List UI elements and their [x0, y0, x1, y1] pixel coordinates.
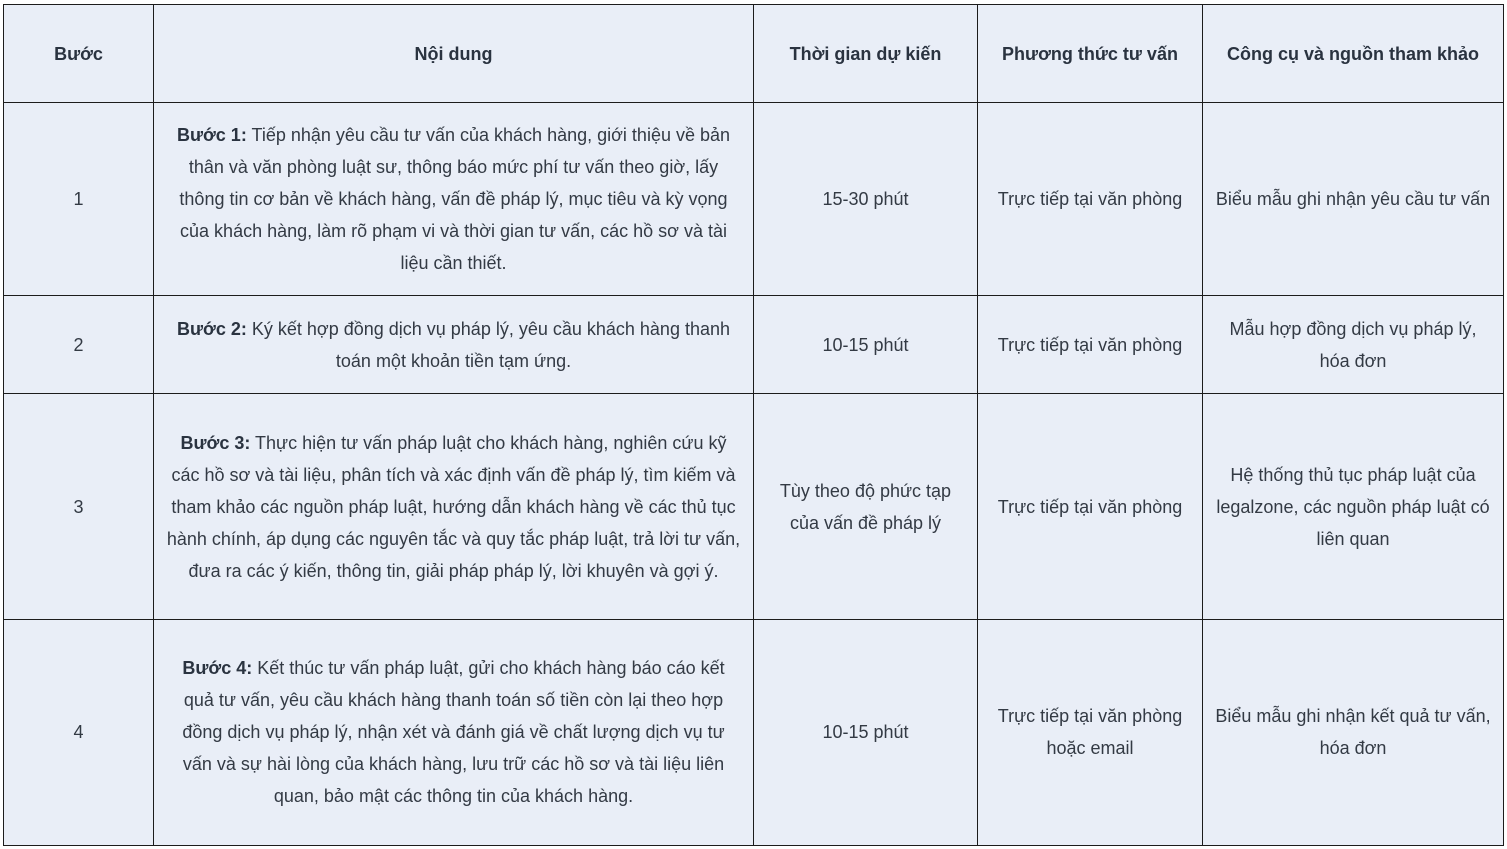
table-row — [4, 619, 1504, 845]
step-number: 3 — [4, 394, 154, 619]
step-duration: Tùy theo độ phức tạp của vấn đề pháp lý — [754, 394, 978, 619]
step-title: Bước 3: — [180, 432, 251, 453]
step-number: 1 — [4, 103, 154, 296]
consultation-steps-table-wrapper — [3, 4, 1503, 846]
step-tools: Hệ thống thủ tục pháp luật của legalzone, các nguồn pháp luật có liên quan — [1203, 394, 1504, 619]
step-method: Trực tiếp tại văn phòng — [978, 394, 1203, 619]
step-tools: Biểu mẫu ghi nhận yêu cầu tư vấn — [1203, 103, 1504, 296]
step-description: Kết thúc tư vấn pháp luật, gửi cho khách hàng báo cáo kết quả tư vấn, yêu cầu khách hàng thanh toán số tiền còn lại theo hợp đồng dịch vụ pháp lý, nhận xét và đánh giá về chất lượng dịch vụ tư vấn và sự hài lòng của khách hàng, lưu trữ các hồ sơ và tài liệu liên quan, bảo mật các thông tin của khách hàng. — [182, 658, 725, 807]
step-method: Trực tiếp tại văn phòng — [978, 296, 1203, 394]
step-duration: 15-30 phút — [754, 103, 978, 296]
step-method: Trực tiếp tại văn phòng — [978, 103, 1203, 296]
header-tools: Công cụ và nguồn tham khảo — [1203, 5, 1504, 103]
step-duration: 10-15 phút — [754, 619, 978, 845]
header-method: Phương thức tư vấn — [978, 5, 1203, 103]
step-number: 2 — [4, 296, 154, 394]
table-row — [4, 394, 1504, 619]
header-step: Bước — [4, 5, 154, 103]
step-method: Trực tiếp tại văn phòng hoặc email — [978, 619, 1203, 845]
header-content: Nội dung — [154, 5, 754, 103]
step-description: Ký kết hợp đồng dịch vụ pháp lý, yêu cầu khách hàng thanh toán một khoản tiền tạm ứng. — [246, 318, 730, 371]
step-title: Bước 4: — [182, 658, 253, 679]
step-number: 4 — [4, 619, 154, 845]
step-description: Tiếp nhận yêu cầu tư vấn của khách hàng, giới thiệu về bản thân và văn phòng luật sư, thông báo mức phí tư vấn theo giờ, lấy thông tin cơ bản về khách hàng, vấn đề pháp lý, mục tiêu và kỳ vọng của khách hàng, làm rõ phạm vi và thời gian tư vấn, các hồ sơ và tài liệu cần thiết. — [179, 125, 731, 274]
step-description: Thực hiện tư vấn pháp luật cho khách hàng, nghiên cứu kỹ các hồ sơ và tài liệu, phân tích và xác định vấn đề pháp lý, tìm kiếm và tham khảo các nguồn pháp luật, hướng dẫn khách hàng về các thủ tục hành chính, áp dụng các nguyên tắc và quy tắc pháp luật, trả lời tư vấn, đưa ra các ý kiến, thông tin, giải pháp pháp lý, lời khuyên và gợi ý. — [166, 432, 741, 581]
table-header-row — [4, 5, 1504, 103]
step-title: Bước 2: — [177, 318, 247, 339]
table-row — [4, 296, 1504, 394]
header-duration: Thời gian dự kiến — [754, 5, 978, 103]
step-content — [154, 619, 754, 845]
step-content — [154, 103, 754, 296]
step-content — [154, 296, 754, 394]
consultation-steps-table — [3, 4, 1504, 846]
table-row — [4, 103, 1504, 296]
step-tools: Mẫu hợp đồng dịch vụ pháp lý, hóa đơn — [1203, 296, 1504, 394]
step-duration: 10-15 phút — [754, 296, 978, 394]
step-tools: Biểu mẫu ghi nhận kết quả tư vấn, hóa đơn — [1203, 619, 1504, 845]
step-content — [154, 394, 754, 619]
step-title: Bước 1: — [176, 125, 247, 146]
